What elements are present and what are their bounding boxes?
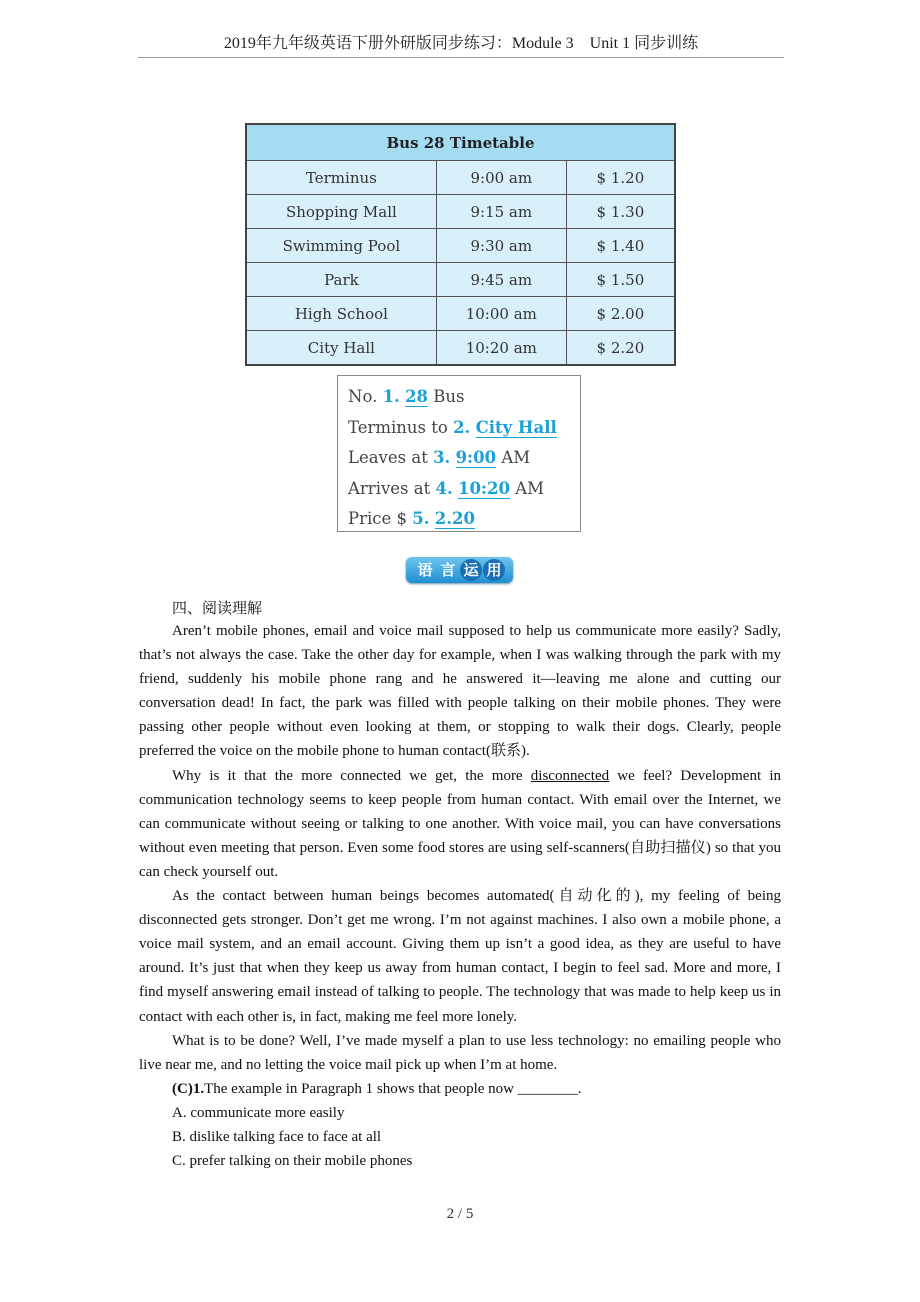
stop-cell: Park — [246, 263, 436, 297]
paragraph-4: What is to be done? Well, I’ve made myself a plan to use less technology: no emailing people who live near me, and no letting the voice mail pick up when I’m at home. — [139, 1032, 781, 1073]
fill-line-bus-number: No. 1. 28 Bus — [348, 387, 465, 406]
blank-number: 5. — [412, 509, 430, 528]
time-cell: 10:00 am — [436, 297, 566, 331]
table-row — [246, 263, 675, 297]
fill-line-destination: Terminus to 2. City Hall — [348, 417, 557, 437]
reading-passage — [139, 619, 781, 1077]
stop-cell: High School — [246, 297, 436, 331]
page-header: 2019年九年级英语下册外研版同步练习：Module 3 Unit 1 同步训练 — [138, 30, 784, 58]
underlined-word: disconnected — [530, 767, 610, 784]
timetable-title: Bus 28 Timetable — [246, 124, 675, 161]
question-1-stem: (C)1.The example in Paragraph 1 shows that people now ________. — [172, 1081, 582, 1097]
time-cell: 9:30 am — [436, 229, 566, 263]
blank-answer: 2.20 — [434, 509, 475, 528]
price-cell: $ 1.20 — [566, 161, 675, 195]
fill-line-arrive-time: Arrives at 4. 10:20 AM — [348, 478, 545, 498]
option-b: B. dislike talking face to face at all — [172, 1129, 382, 1145]
section-title: 四、阅读理解 — [172, 599, 263, 617]
paragraph-1: Aren’t mobile phones, email and voice mail supposed to help us communicate more easily? Sadly, that’s not always the case. Take the other day for example, when I was walking through the park with my friend, suddenly his mobile phone rang and he answered it—leaving me alone and cutting our conversation dead! In fact, the park was filled with people talking on their mobile phones. They were passing other people without even looking at them, or stopping to walk their dogs. Clearly, people preferred the voice on the mobile phone to human contact(联系). — [139, 623, 781, 760]
paragraph-3: As the contact between human beings becomes automated(自动化的), my feeling of being disconnected gets stronger. Don’t get me wrong. I’m not against machines. I also own a mobile phone, a voice mail system, and an email account. Giving them up isn’t a good idea, as they are useful to have around. It’s just that when they keep us away from human contact, I begin to feel sad. More and more, I find myself answering email instead of talking to people. The technology that was made to help keep us in contact with each other is, in fact, making me feel more lonely. — [139, 888, 781, 1025]
option-c: C. prefer talking on their mobile phones — [172, 1153, 413, 1169]
fill-line-price: Price $ 5. 2.20 — [348, 509, 475, 528]
blank-answer: City Hall — [475, 417, 557, 437]
price-cell: $ 2.20 — [566, 331, 675, 366]
price-cell: $ 2.00 — [566, 297, 675, 331]
stop-cell: Swimming Pool — [246, 229, 436, 263]
language-use-badge: 语 言 运 用 — [406, 557, 513, 583]
blank-number: 2. — [453, 417, 471, 437]
blank-answer: 9:00 — [455, 448, 497, 467]
time-cell: 10:20 am — [436, 331, 566, 366]
stop-cell: Shopping Mall — [246, 195, 436, 229]
blank-answer: 10:20 — [457, 478, 510, 498]
time-cell: 9:45 am — [436, 263, 566, 297]
blank-answer: 28 — [405, 387, 429, 406]
time-cell: 9:00 am — [436, 161, 566, 195]
answer-mark: (C)1. — [172, 1081, 205, 1097]
table-row — [246, 195, 675, 229]
table-row — [246, 297, 675, 331]
table-row — [246, 161, 675, 195]
table-row — [246, 331, 675, 366]
blank-number: 4. — [435, 478, 453, 498]
blank-number: 1. — [382, 387, 400, 406]
table-row — [246, 229, 675, 263]
fill-line-leave-time: Leaves at 3. 9:00 AM — [348, 448, 531, 467]
price-cell: $ 1.30 — [566, 195, 675, 229]
price-cell: $ 1.40 — [566, 229, 675, 263]
time-cell: 9:15 am — [436, 195, 566, 229]
bus-timetable — [245, 123, 676, 366]
blank-number: 3. — [433, 448, 451, 467]
stop-cell: Terminus — [246, 161, 436, 195]
answer-fill-box — [337, 375, 581, 532]
price-cell: $ 1.50 — [566, 263, 675, 297]
stop-cell: City Hall — [246, 331, 436, 366]
paragraph-2: Why is it that the more connected we get, the more disconnected we feel? Development in communication technology seems to keep people from human contact. With email over the Internet, we can communicate without seeing or talking to one another. With voice mail, you can have conversations without even meeting that person. Even some food stores are using self-scanners(自助扫描仪) so that you can check yourself out. — [139, 767, 781, 880]
page-number: 2 / 5 — [446, 1206, 474, 1222]
option-a: A. communicate more easily — [172, 1105, 345, 1121]
